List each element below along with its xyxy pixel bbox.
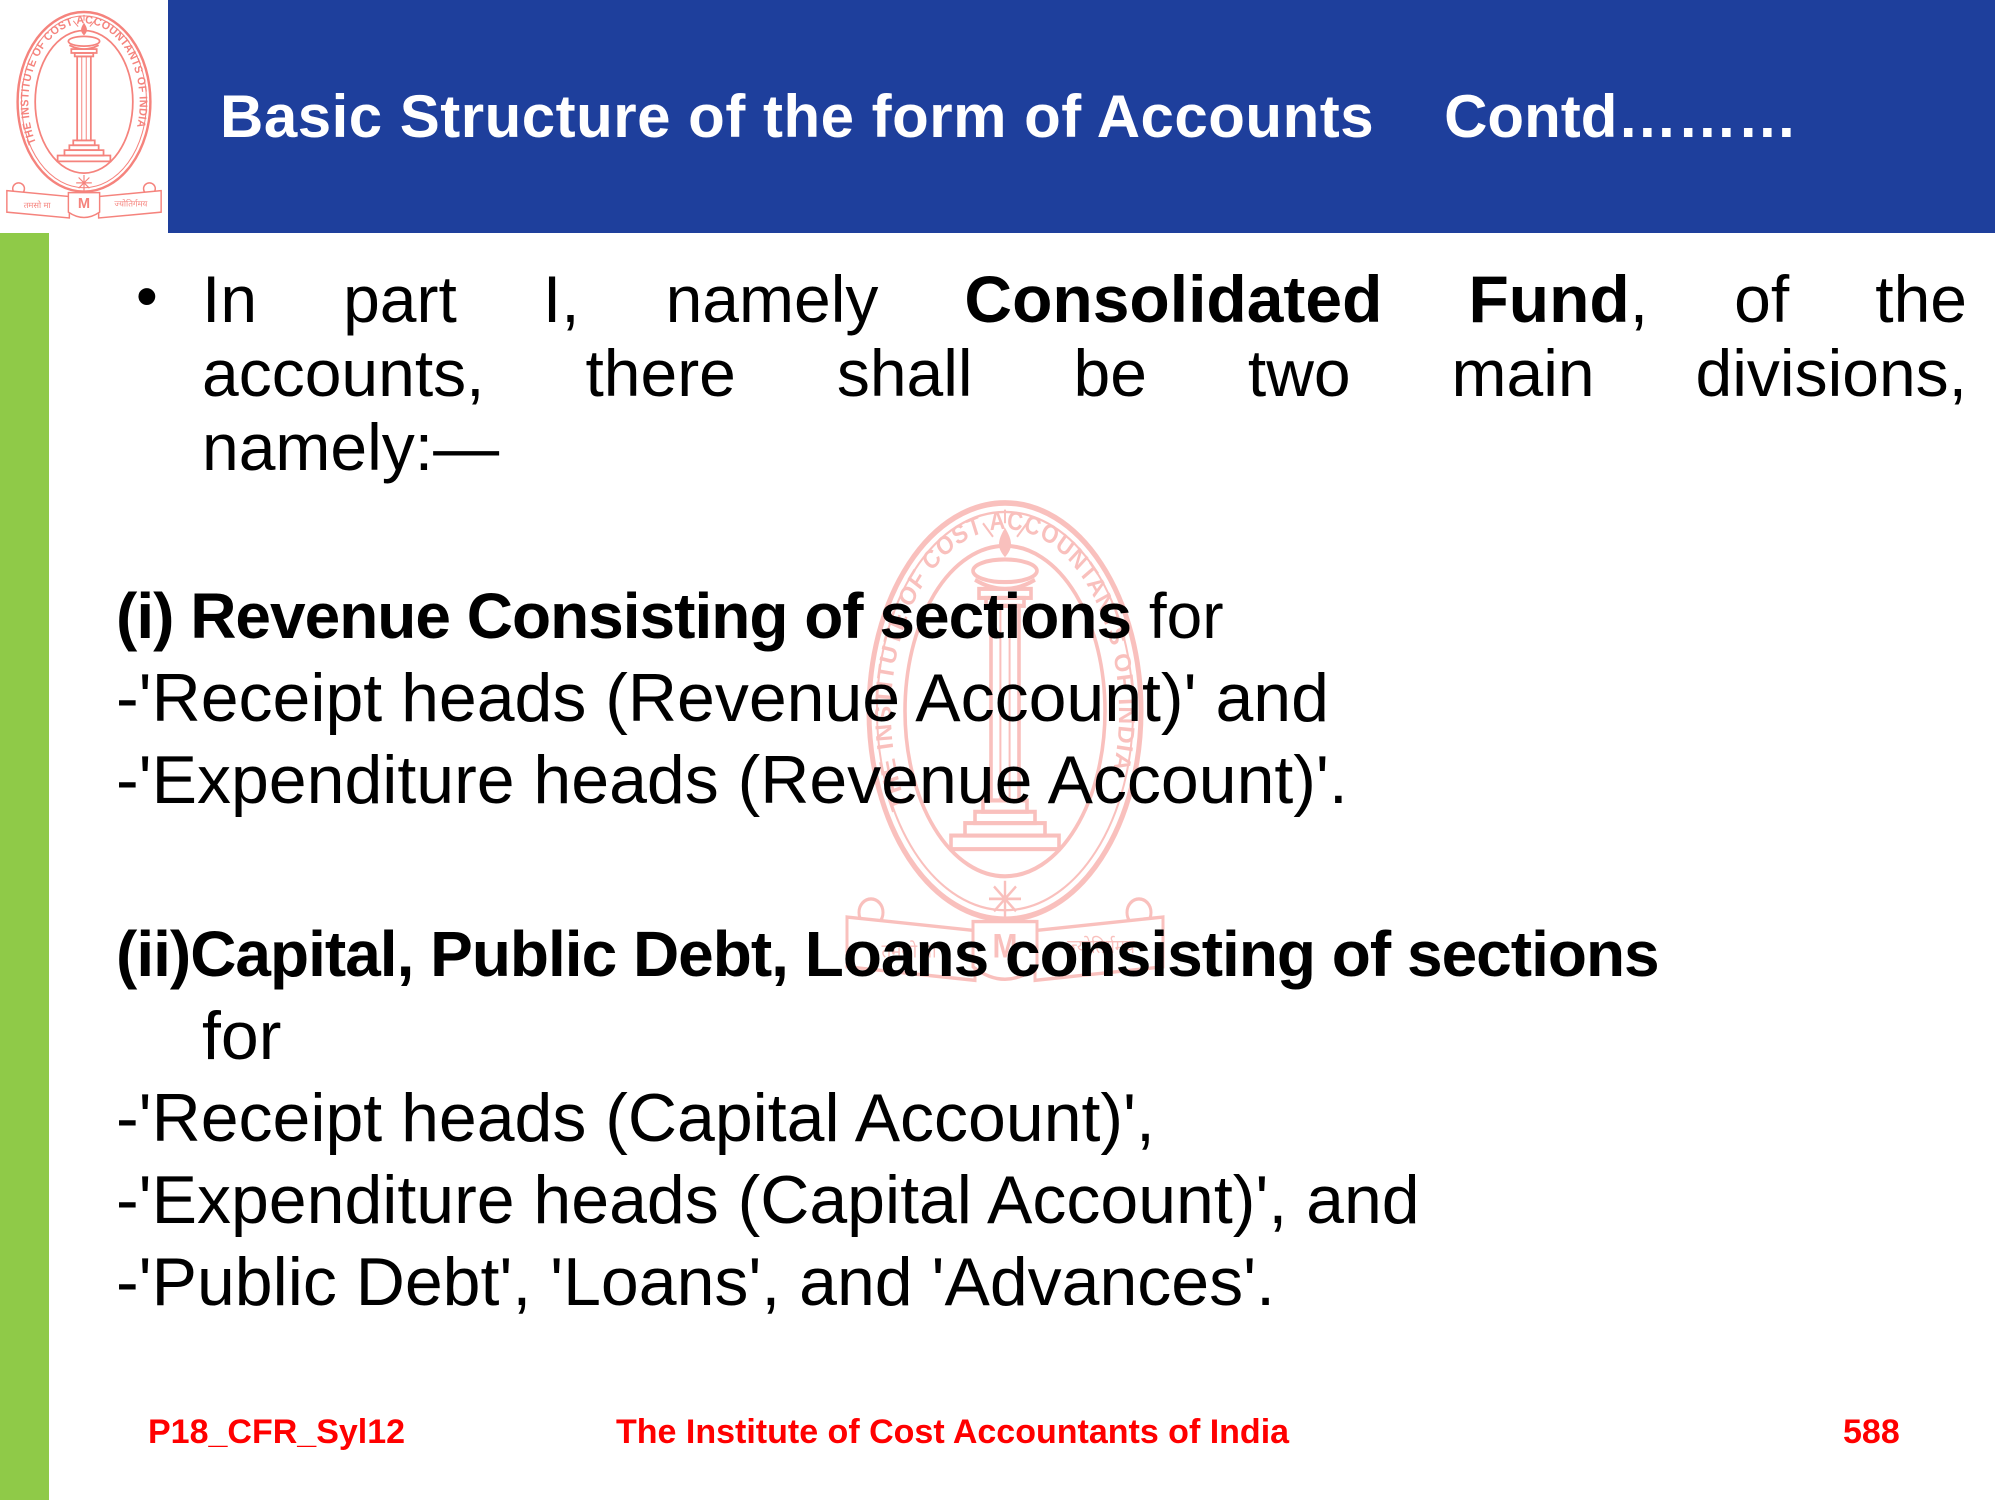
footer-page-number: 588 [1843, 1413, 1900, 1451]
footer-institute-name: The Institute of Cost Accountants of India [616, 1413, 1290, 1451]
header-bar [168, 0, 1995, 233]
paragraph-bold-text: Consolidated Fund [964, 262, 1630, 336]
page-title: Basic Structure of the form of Accounts [220, 83, 1375, 150]
footer-course-code: P18_CFR_Syl12 [148, 1413, 406, 1451]
section-heading-bold: (ii)Capital, Public Debt, Loans consisting of sections [116, 918, 1659, 990]
section-capital-heading [116, 913, 1967, 995]
green-accent-stripe [0, 233, 49, 1500]
paragraph-line-1 [202, 262, 1967, 336]
section-revenue-heading [116, 575, 1967, 657]
section-revenue [116, 575, 1967, 821]
section-heading-bold: (i) Revenue Consisting of sections [116, 580, 1132, 652]
paragraph-text: In part I, namely [202, 262, 965, 336]
section-line: -'Expenditure heads (Revenue Account)'. [116, 742, 1348, 818]
section-line: -'Expenditure heads (Capital Account)', and [116, 1162, 1420, 1238]
paragraph-line-2: accounts, there shall be two main divisions, [202, 336, 1967, 410]
paragraph-line-3: namely:— [202, 410, 500, 484]
bullet-marker: • [136, 262, 158, 331]
section-capital [116, 913, 1967, 1323]
paragraph-text: , of the [1629, 262, 1967, 336]
section-line: -'Receipt heads (Revenue Account)' and [116, 660, 1329, 736]
institute-seal-icon [1, 1, 167, 228]
institute-logo [0, 0, 168, 233]
bullet-paragraph [136, 262, 1967, 484]
section-line: -'Public Debt', 'Loans', and 'Advances'. [116, 1244, 1275, 1320]
footer [0, 1412, 2000, 1456]
section-heading-continuation: for [202, 998, 282, 1074]
title-contd: Contd……… [1444, 83, 1798, 150]
section-heading-rest: for [1131, 580, 1224, 652]
section-line: -'Receipt heads (Capital Account)', [116, 1080, 1155, 1156]
